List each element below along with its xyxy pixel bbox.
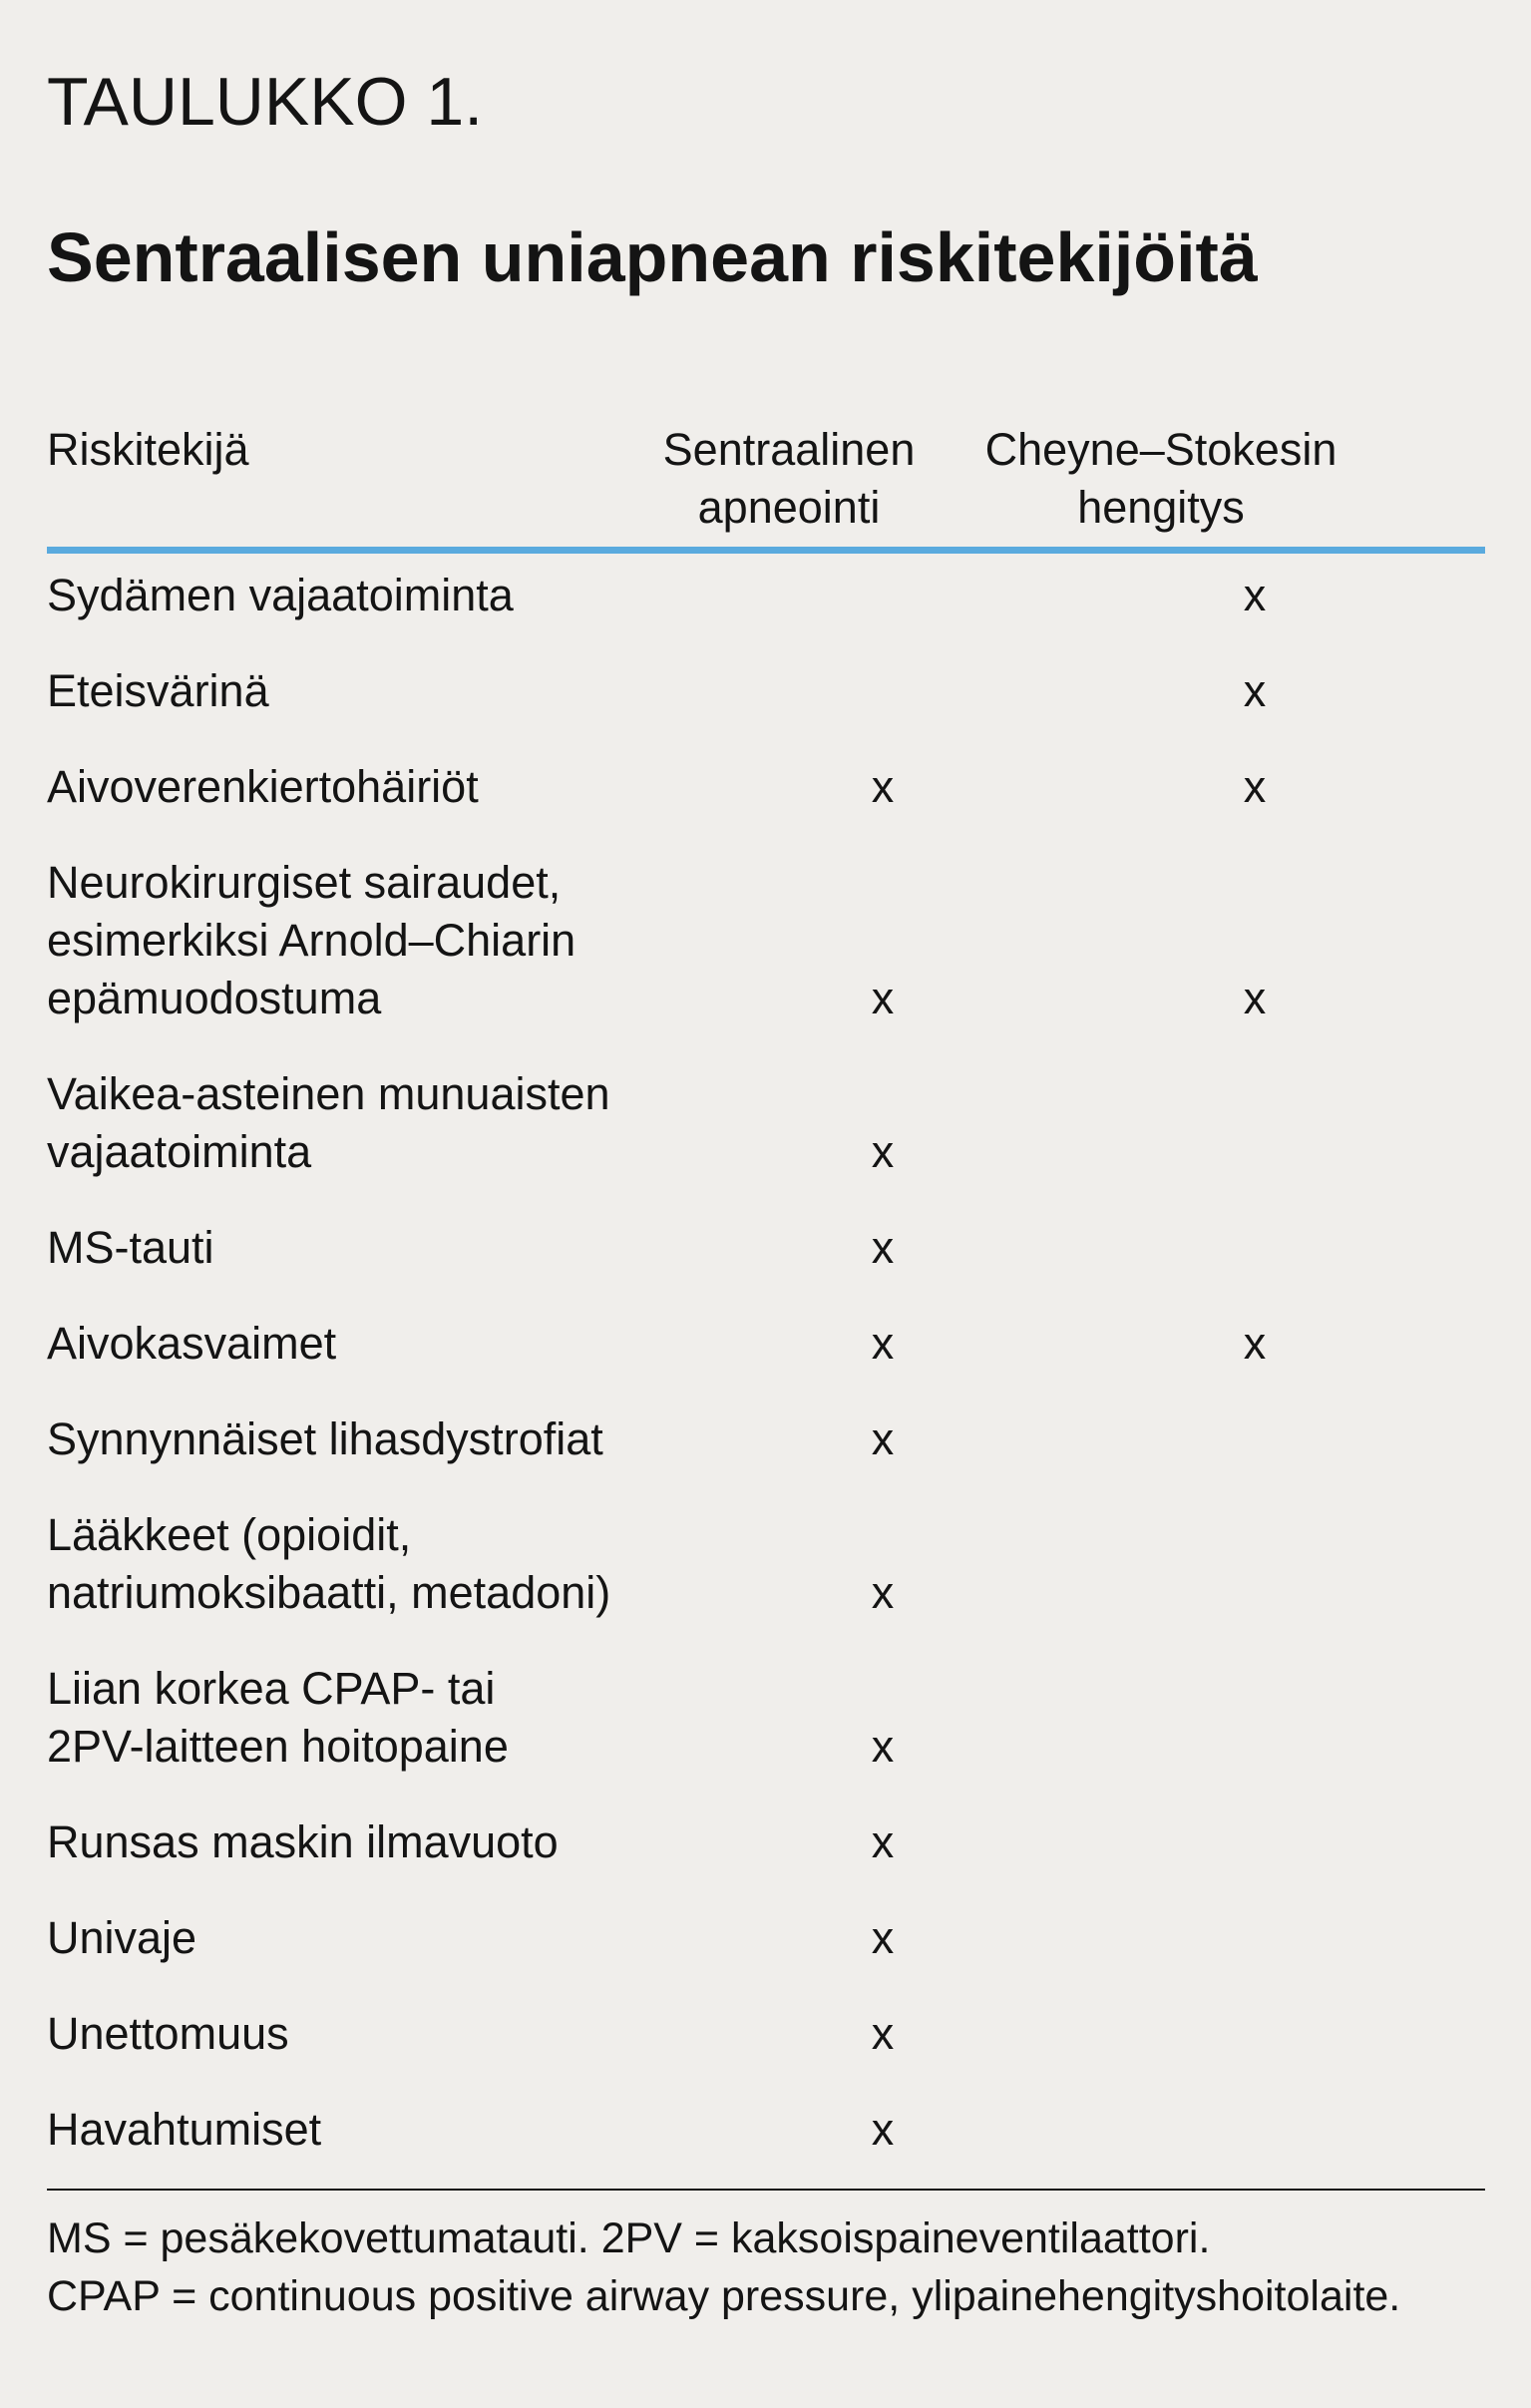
table-row bbox=[47, 1909, 1485, 2005]
central-apnea-mark: x bbox=[871, 1222, 895, 1273]
table-row bbox=[47, 567, 1485, 662]
cheyne-stokes-mark: x bbox=[1243, 1318, 1267, 1369]
risk-factor-cell: Unettomuus bbox=[47, 2008, 289, 2059]
table-header bbox=[47, 421, 1485, 541]
table-row bbox=[47, 2005, 1485, 2101]
table-row bbox=[47, 1315, 1485, 1410]
central-apnea-mark: x bbox=[871, 1912, 895, 1963]
risk-factor-cell: Havahtumiset bbox=[47, 2104, 322, 2155]
risk-factor-cell: MS-tauti bbox=[47, 1222, 214, 1273]
risk-factor-cell: Sydämen vajaatoiminta bbox=[47, 570, 514, 620]
risk-factor-cell: Eteisvärinä bbox=[47, 665, 269, 716]
risk-factor-cell: Runsas maskin ilmavuoto bbox=[47, 1816, 559, 1867]
table-row bbox=[47, 1506, 1485, 1660]
table-row bbox=[47, 1813, 1485, 1909]
table-row bbox=[47, 1219, 1485, 1315]
table-row bbox=[47, 1660, 1485, 1813]
table-row bbox=[47, 2101, 1485, 2197]
cheyne-stokes-mark: x bbox=[1243, 570, 1267, 620]
central-apnea-mark: x bbox=[871, 1816, 895, 1867]
header-divider bbox=[47, 547, 1485, 554]
risk-factor-cell: Synnynnäiset lihasdystrofiat bbox=[47, 1413, 603, 1464]
table-bottom-divider bbox=[47, 2189, 1485, 2191]
table-row bbox=[47, 1065, 1485, 1219]
central-apnea-mark: x bbox=[871, 1413, 895, 1464]
central-apnea-mark: x bbox=[871, 973, 895, 1023]
footnote-line-2: CPAP = continuous positive airway pressure, ylipainehengityshoitolaite. bbox=[47, 2272, 1401, 2320]
column-header-risk: Riskitekijä bbox=[47, 424, 249, 475]
central-apnea-mark: x bbox=[871, 1567, 895, 1618]
table-title: Sentraalisen uniapnean riskitekijöitä bbox=[47, 218, 1258, 296]
risk-factor-cell: Lääkkeet (opioidit, natriumoksibaatti, metadoni) bbox=[47, 1509, 611, 1618]
table-body bbox=[47, 567, 1485, 2197]
cheyne-stokes-mark: x bbox=[1243, 761, 1267, 812]
table-row bbox=[47, 662, 1485, 758]
central-apnea-mark: x bbox=[871, 2008, 895, 2059]
central-apnea-mark: x bbox=[871, 761, 895, 812]
table-row bbox=[47, 758, 1485, 854]
table-row bbox=[47, 854, 1485, 1065]
cheyne-stokes-mark: x bbox=[1243, 665, 1267, 716]
central-apnea-mark: x bbox=[871, 1318, 895, 1369]
footnote-line-1: MS = pesäkekovettumatauti. 2PV = kaksoispaineventilaattori. bbox=[47, 2214, 1211, 2262]
table-label: TAULUKKO 1. bbox=[47, 64, 484, 140]
risk-factor-cell: Aivokasvaimet bbox=[47, 1318, 337, 1369]
central-apnea-mark: x bbox=[871, 1721, 895, 1772]
column-header-cheyne-stokes: Cheyne–Stokesin hengitys bbox=[984, 424, 1338, 533]
cheyne-stokes-mark: x bbox=[1243, 973, 1267, 1023]
column-header-central-apnea: Sentraalinen apneointi bbox=[662, 424, 916, 533]
central-apnea-mark: x bbox=[871, 2104, 895, 2155]
risk-factor-cell: Liian korkea CPAP- tai 2PV-laitteen hoitopaine bbox=[47, 1663, 509, 1772]
risk-factor-cell: Aivoverenkiertohäiriöt bbox=[47, 761, 479, 812]
risk-factor-cell: Vaikea-asteinen munuaisten vajaatoiminta bbox=[47, 1068, 610, 1177]
table-footnote bbox=[47, 2209, 1400, 2325]
risk-factor-cell: Neurokirurgiset sairaudet, esimerkiksi Arnold–Chiarin epämuodostuma bbox=[47, 857, 576, 1023]
table-row bbox=[47, 1410, 1485, 1506]
central-apnea-mark: x bbox=[871, 1126, 895, 1177]
risk-factor-cell: Univaje bbox=[47, 1912, 197, 1963]
